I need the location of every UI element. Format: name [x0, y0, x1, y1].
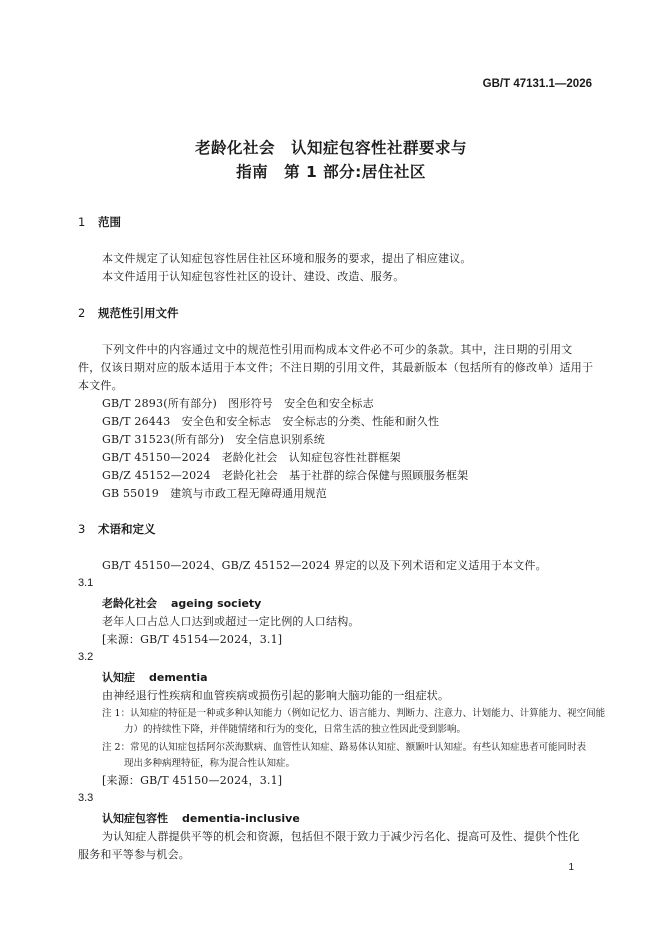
paragraph: GB/T 45150—2024、GB/Z 45152—2024 界定的以及下列术语和定义适用于本文件。 — [102, 559, 547, 572]
term-source: [来源：GB/T 45154—2024，3.1] — [102, 633, 283, 646]
reference-item: GB/T 31523(所有部分) 安全信息识别系统 — [102, 433, 325, 446]
reference-item: GB/T 45150—2024 老龄化社会 认知症包容性社群框架 — [102, 451, 401, 464]
section-number: 1 — [78, 215, 86, 229]
term-number: 3.1 — [78, 577, 94, 589]
term-en: ageing society — [171, 597, 262, 610]
paragraph: 本文件规定了认知症包容性居住社区环境和服务的要求，提出了相应建议。 — [102, 252, 472, 265]
reference-item: GB 55019 建筑与市政工程无障碍通用规范 — [102, 487, 327, 500]
term-note: 力）的持续性下降，并伴随情绪和行为的变化，日常生活的独立性因此受到影响。 — [124, 724, 467, 735]
term-note: 现出多种病理特征，称为混合性认知症。 — [124, 758, 296, 769]
term-zh: 老龄化社会 — [102, 597, 157, 610]
section-title: 规范性引用文件 — [98, 306, 179, 320]
term-heading — [102, 669, 208, 685]
section-number: 3 — [78, 522, 86, 536]
term-en: dementia — [149, 671, 208, 684]
term-heading — [102, 810, 300, 826]
term-number: 3.2 — [78, 651, 94, 663]
term-zh: 认知症包容性 — [102, 812, 168, 825]
section-title: 术语和定义 — [98, 522, 156, 536]
standard-number: GB/T 47131.1—2026 — [482, 78, 592, 90]
paragraph-line: 本文件。 — [78, 379, 123, 392]
reference-item: GB/T 2893(所有部分) 图形符号 安全色和安全标志 — [102, 397, 374, 410]
paragraph-line: 件，仅该日期对应的版本适用于本文件；不注日期的引用文件，其最新版本（包括所有的修改单）适用于 — [78, 361, 594, 374]
section-2-heading — [78, 305, 179, 321]
reference-item: GB/T 26443 安全色和安全标志 安全标志的分类、性能和耐久性 — [102, 415, 440, 428]
term-source: [来源：GB/T 45150—2024，3.1] — [102, 774, 283, 787]
page-number: 1 — [568, 862, 574, 873]
term-definition: 老年人口占总人口达到或超过一定比例的人口结构。 — [102, 615, 360, 628]
reference-item: GB/Z 45152—2024 老龄化社会 基于社群的综合保健与照顾服务框架 — [102, 469, 469, 482]
term-en: dementia-inclusive — [182, 812, 300, 825]
paragraph: 本文件适用于认知症包容性社区的设计、建设、改造、服务。 — [102, 270, 405, 283]
term-definition: 服务和平等参与机会。 — [78, 848, 190, 861]
term-heading — [102, 595, 261, 611]
term-definition: 由神经退行性疾病和血管疾病或损伤引起的影响大脑功能的一组症状。 — [102, 689, 450, 702]
term-zh: 认知症 — [102, 671, 135, 684]
paragraph-line: 下列文件中的内容通过文中的规范性引用而构成本文件必不可少的条款。其中，注日期的引用文 — [102, 343, 573, 356]
term-definition: 为认知症人群提供平等的机会和资源，包括但不限于致力于减少污名化、提高可及性、提供个性化 — [102, 830, 580, 843]
section-3-heading — [78, 521, 156, 537]
term-note: 注 2：常见的认知症包括阿尔茨海默病、血管性认知症、路易体认知症、额颞叶认知症。有些认知症患者可能同时表 — [102, 742, 587, 753]
document-title-line-1: 老龄化社会 认知症包容性社群要求与 — [194, 139, 467, 157]
section-title: 范围 — [98, 215, 121, 229]
section-1-heading — [78, 214, 121, 230]
document-title-line-2: 指南 第 1 部分:居住社区 — [236, 163, 426, 181]
section-number: 2 — [78, 306, 86, 320]
term-note: 注 1：认知症的特征是一种或多种认知能力（例如记忆力、语言能力、判断力、注意力、计划能力、计算能力、视空间能 — [102, 708, 606, 719]
term-number: 3.3 — [78, 792, 94, 804]
